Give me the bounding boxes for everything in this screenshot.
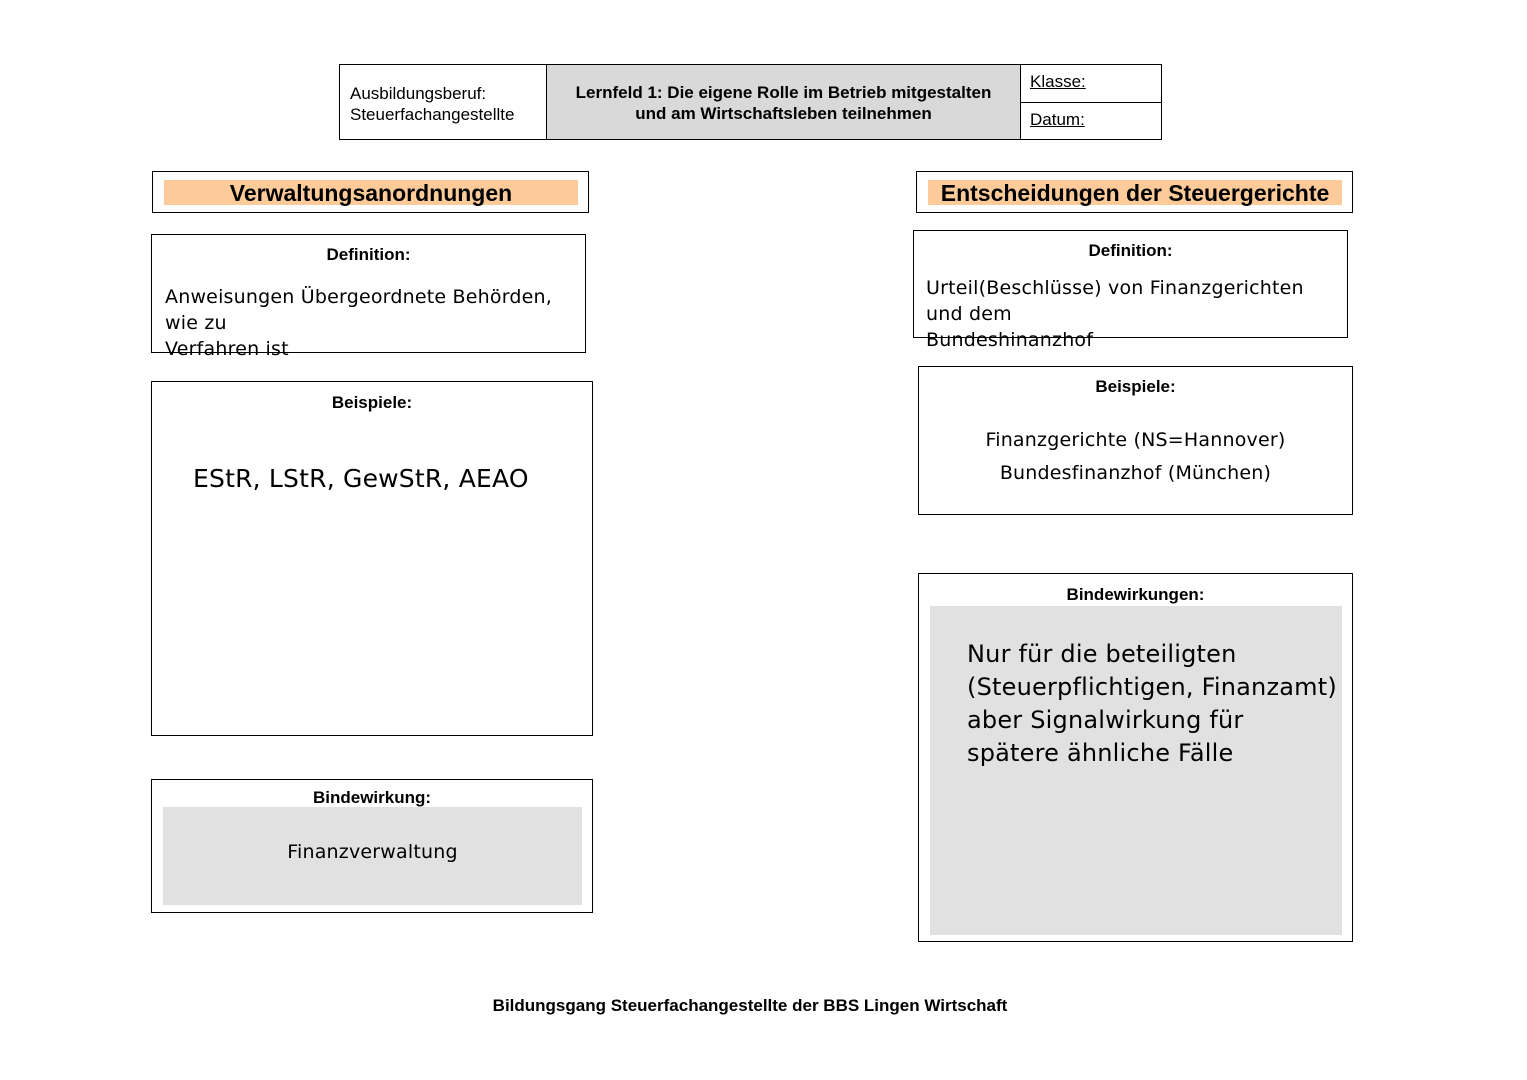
right-bindewirkungen-box [918,573,1353,942]
header-left-line-2: Steuerfachangestellte [350,105,515,124]
header-middle-line-2: und am Wirtschaftsleben teilnehmen [635,104,932,123]
right-definition-label: Definition: [1088,241,1173,260]
right-beispiele-text: Finanzgerichte (NS=Hannover) Bundesfinanzhof (München) [985,429,1286,484]
left-bindewirkung-text: Finanzverwaltung [287,841,458,863]
right-bindewirkungen-label: Bindewirkungen: [1066,585,1205,604]
right-beispiele-box [918,366,1353,515]
left-definition-box [151,234,586,360]
right-bindewirkungen-text: Nur für die beteiligten (Steuerpflichtigen, Finanzamt) aber Signalwirkung für spätere ähnliche Fälle [967,640,1337,767]
header-ausbildungsberuf [340,65,547,139]
right-definition-text: Urteil(Beschlüsse) von Finanzgerichten und dem Bundeshinanzhof [926,277,1304,351]
left-beispiele-label: Beispiele: [331,393,413,412]
footer: Bildungsgang Steuerfachangestellte der BBS Lingen Wirtschaft [492,996,1008,1015]
left-bindewirkung-area [163,807,582,905]
left-definition-text: Anweisungen Übergeordnete Behörden, wie zu Verfahren ist [165,286,553,360]
right-title-box [916,171,1353,213]
left-definition-label: Definition: [326,245,411,264]
header-klasse-datum [1021,65,1161,139]
header-table [339,64,1162,140]
header-klasse: Klasse: [1021,65,1161,103]
header-left-line-1: Ausbildungsberuf: [350,84,487,103]
right-definition-box [913,230,1348,351]
left-bindewirkung-box [151,779,593,913]
right-beispiele-label: Beispiele: [1095,377,1176,396]
right-bindewirkungen-area [930,606,1342,935]
left-beispiele-text: EStR, LStR, GewStR, AEAO [193,464,529,493]
header-middle-line-1: Lernfeld 1: Die eigene Rolle im Betrieb mitgestalten [575,83,992,102]
left-beispiele-box [151,381,593,736]
left-bindewirkung-label: Bindewirkung: [312,788,432,807]
right-title: Entscheidungen der Steuergerichte [928,180,1342,205]
header-lernfeld [547,65,1021,139]
header-datum: Datum: [1030,109,1085,129]
left-title-box [152,171,589,213]
left-title: Verwaltungsanordnungen [164,180,578,205]
